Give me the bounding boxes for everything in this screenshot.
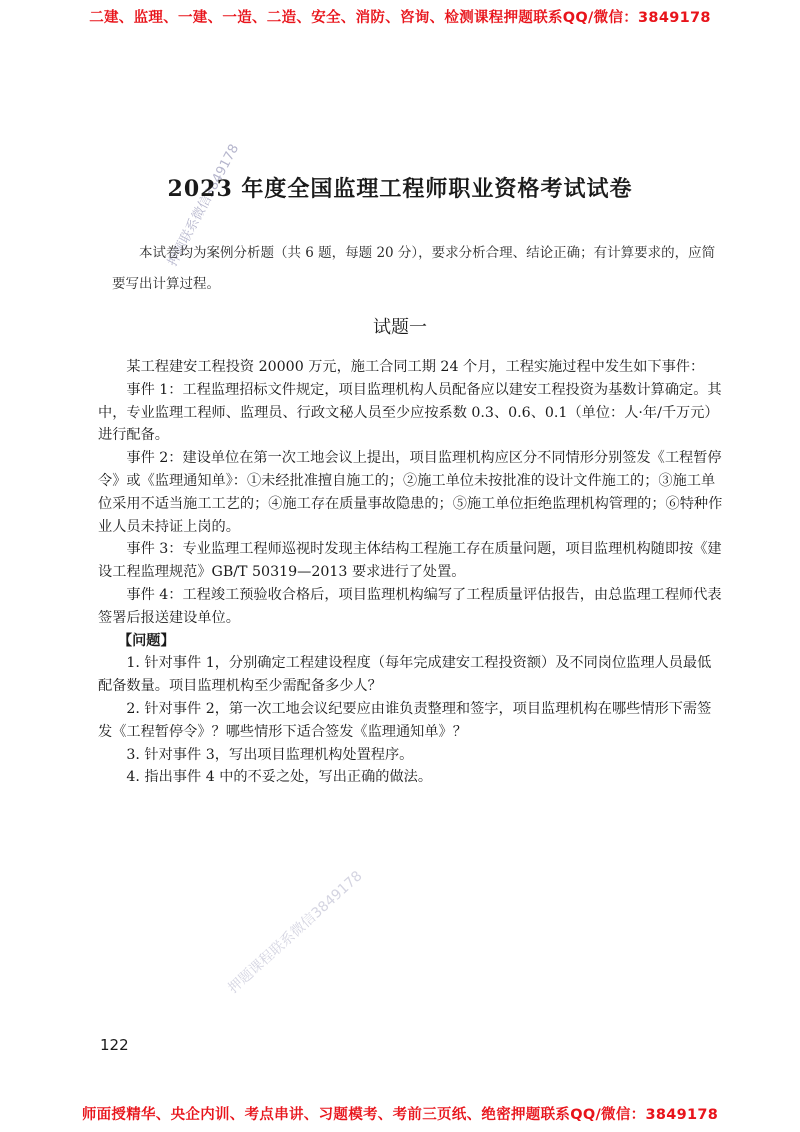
question-item: 4. 指出事件 4 中的不妥之处，写出正确的做法。 — [126, 769, 433, 786]
intro-paragraph: 本试卷均为案例分析题（共 6 题，每题 20 分），要求分析合理、结论正确；有计算要求的，应简要写出计算过程。 — [112, 245, 716, 292]
questions-heading: 【问题】 — [117, 632, 175, 649]
paragraph-event-2: 事件 2：建设单位在第一次工地会议上提出，项目监理机构应区分不同情形分别签发《工程暂停令》或《监理通知单》：①未经批准擅自施工的；②施工单位未按批准的设计文件施工的；③施工单位采用不适当施工工艺的；④施工存在质量事故隐患的；⑤施工单位拒绝监理机构管理的；⑥特种作业人员未持证上岗的。 — [98, 450, 723, 535]
page-number: 122 — [100, 1036, 129, 1054]
question-item: 1. 针对事件 1，分别确定工程建设程度（每年完成建安工程投资额）及不同岗位监理人员最低配备数量。项目监理机构至少需配备多少人？ — [98, 655, 712, 695]
question-item: 3. 针对事件 3，写出项目监理机构处置程序。 — [126, 746, 414, 763]
watermark: 押题联系微信3849178 — [165, 141, 243, 269]
section-title: 试题一 — [373, 317, 427, 338]
watermark-faint: 押题课程联系微信3849178 — [225, 868, 366, 997]
question-item: 2. 针对事件 2，第一次工地会议纪要应由谁负责整理和签字，项目监理机构在哪些情形下需签发《工程暂停令》？哪些情形下适合签发《监理通知单》？ — [98, 700, 712, 740]
paragraph-event-4: 事件 4：工程竣工预验收合格后，项目监理机构编写了工程质量评估报告，由总监理工程师代表签署后报送建设单位。 — [98, 586, 722, 626]
paragraph-background: 某工程建安工程投资 20000 万元，施工合同工期 24 个月，工程实施过程中发生如下事件： — [126, 359, 705, 375]
paragraph-event-3: 事件 3：专业监理工程师巡视时发现主体结构工程施工存在质量问题，项目监理机构随即按《建设工程监理规范》GB/T 50319—2013 要求进行了处置。 — [98, 541, 722, 581]
bottom-banner: 师面授精华、央企内训、考点串讲、习题模考、考前三页纸、绝密押题联系QQ/微信：3849178 — [81, 1107, 719, 1123]
question-body — [98, 356, 724, 789]
top-banner: 二建、监理、一建、一造、二造、安全、消防、咨询、检测课程押题联系QQ/微信：3849178 — [89, 10, 711, 26]
paragraph-event-1: 事件 1：工程监理招标文件规定，项目监理机构人员配备应以建安工程投资为基数计算确定。其中，专业监理工程师、监理员、行政文秘人员至少应按系数 0.3、0.6、0.1（单位：人·年/千万元）进行配备。 — [98, 381, 722, 444]
page-title: 2023 年度全国监理工程师职业资格考试试卷 — [167, 175, 633, 202]
